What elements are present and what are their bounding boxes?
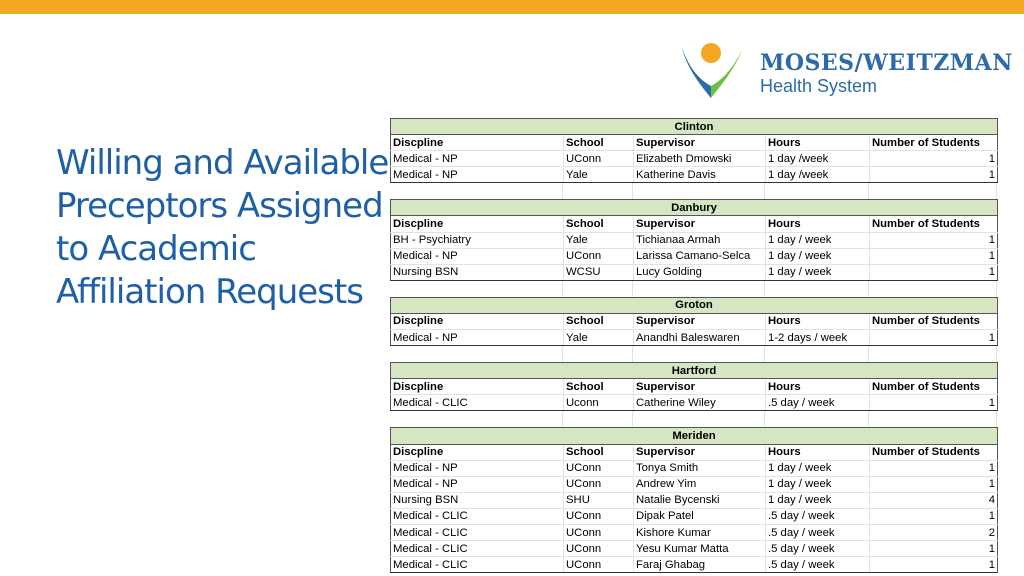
table-cell: Tichianaa Armah <box>634 232 766 248</box>
table-cell: WCSU <box>564 264 634 280</box>
table-cell: Dipak Patel <box>634 508 766 524</box>
table-cell: Anandhi Baleswaren <box>634 330 766 346</box>
table-cell: Katherine Davis <box>634 167 766 183</box>
table-cell: 1 <box>870 232 998 248</box>
table-spacer <box>390 281 997 297</box>
table-cell: 1 day /week <box>766 151 870 167</box>
table-cell: 1 <box>870 476 998 492</box>
column-header: Discpline <box>391 313 564 329</box>
table-cell: Nursing BSN <box>391 264 564 280</box>
slide-title <box>56 142 389 314</box>
table-row <box>391 460 998 476</box>
column-header: Hours <box>766 135 870 151</box>
table-cell: Kishore Kumar <box>634 524 766 540</box>
table-row <box>391 541 998 557</box>
table-cell: 2 <box>870 524 998 540</box>
column-header: Number of Students <box>870 444 998 460</box>
table-cell: 1 <box>870 460 998 476</box>
table-cell: Natalie Bycenski <box>634 492 766 508</box>
table-cell: 1 day /week <box>766 167 870 183</box>
table-cell: Medical - CLIC <box>391 508 564 524</box>
location-header <box>391 363 998 379</box>
table-cell: Lucy Golding <box>634 264 766 280</box>
table-cell: Medical - NP <box>391 167 564 183</box>
table-cell: 1 day / week <box>766 460 870 476</box>
logo-mark-icon <box>680 40 744 102</box>
table-cell: .5 day / week <box>766 557 870 573</box>
title-line: to Academic <box>56 229 256 269</box>
table-cell: SHU <box>564 492 634 508</box>
table-cell: Medical - NP <box>391 151 564 167</box>
table-cell: 1 <box>870 151 998 167</box>
column-header: Discpline <box>391 444 564 460</box>
table-cell: Uconn <box>564 395 634 411</box>
column-header: School <box>564 444 634 460</box>
table-cell: Faraj Ghabag <box>634 557 766 573</box>
table-cell: Yale <box>564 167 634 183</box>
title-line: Preceptors Assigned <box>56 186 383 226</box>
location-header <box>391 297 998 313</box>
location-table-clinton <box>390 118 998 183</box>
table-cell: BH - Psychiatry <box>391 232 564 248</box>
table-cell: 1 <box>870 508 998 524</box>
table-cell: 1 <box>870 264 998 280</box>
table-row <box>391 492 998 508</box>
table-cell: Medical - NP <box>391 248 564 264</box>
column-header-row <box>391 313 998 329</box>
table-spacer <box>390 183 997 199</box>
title-line: Willing and Available <box>56 143 389 183</box>
table-cell: Medical - CLIC <box>391 557 564 573</box>
column-header: Number of Students <box>870 135 998 151</box>
table-spacer <box>390 346 997 362</box>
table-row <box>391 508 998 524</box>
location-name: Clinton <box>391 119 998 135</box>
table-cell: 4 <box>870 492 998 508</box>
table-cell: 1 <box>870 541 998 557</box>
table-cell: 1-2 days / week <box>766 330 870 346</box>
table-cell: .5 day / week <box>766 395 870 411</box>
table-cell: UConn <box>564 476 634 492</box>
table-cell: UConn <box>564 524 634 540</box>
table-cell: UConn <box>564 248 634 264</box>
table-cell: 1 day / week <box>766 476 870 492</box>
table-cell: 1 day / week <box>766 248 870 264</box>
logo-name: MOSES/WEITZMAN <box>760 50 1013 76</box>
table-cell: Catherine Wiley <box>634 395 766 411</box>
location-table-hartford <box>390 362 998 411</box>
table-cell: .5 day / week <box>766 541 870 557</box>
column-header: School <box>564 313 634 329</box>
table-row <box>391 476 998 492</box>
table-cell: Medical - NP <box>391 476 564 492</box>
organization-logo <box>680 40 1013 102</box>
table-cell: Medical - NP <box>391 460 564 476</box>
location-name: Meriden <box>391 428 998 444</box>
column-header: Number of Students <box>870 216 998 232</box>
table-cell: Elizabeth Dmowski <box>634 151 766 167</box>
table-cell: Medical - CLIC <box>391 541 564 557</box>
column-header: School <box>564 379 634 395</box>
table-row <box>391 557 998 573</box>
table-cell: UConn <box>564 151 634 167</box>
table-cell: UConn <box>564 460 634 476</box>
table-row <box>391 395 998 411</box>
table-row <box>391 167 998 183</box>
table-cell: 1 <box>870 248 998 264</box>
location-name: Hartford <box>391 363 998 379</box>
column-header: School <box>564 216 634 232</box>
table-cell: 1 <box>870 167 998 183</box>
table-cell: Larissa Camano-Selca <box>634 248 766 264</box>
table-cell: .5 day / week <box>766 524 870 540</box>
column-header: Discpline <box>391 379 564 395</box>
table-cell: 1 day / week <box>766 492 870 508</box>
table-cell: .5 day / week <box>766 508 870 524</box>
logo-subtitle: Health System <box>760 76 878 96</box>
column-header: Hours <box>766 379 870 395</box>
table-cell: 1 <box>870 395 998 411</box>
location-header <box>391 200 998 216</box>
column-header: Supervisor <box>634 379 766 395</box>
column-header: Hours <box>766 313 870 329</box>
location-header <box>391 119 998 135</box>
location-header <box>391 428 998 444</box>
table-cell: Medical - NP <box>391 330 564 346</box>
title-line: Affiliation Requests <box>56 272 363 312</box>
column-header: Supervisor <box>634 444 766 460</box>
column-header-row <box>391 135 998 151</box>
table-cell: 1 day / week <box>766 264 870 280</box>
table-row <box>391 248 998 264</box>
table-spacer <box>390 411 997 427</box>
table-cell: Tonya Smith <box>634 460 766 476</box>
table-row <box>391 232 998 248</box>
location-table-danbury <box>390 199 998 280</box>
table-cell: UConn <box>564 557 634 573</box>
table-cell: 1 <box>870 557 998 573</box>
location-table-meriden <box>390 427 998 573</box>
table-cell: UConn <box>564 541 634 557</box>
column-header: Supervisor <box>634 216 766 232</box>
column-header-row <box>391 444 998 460</box>
table-cell: Medical - CLIC <box>391 524 564 540</box>
table-cell: Yesu Kumar Matta <box>634 541 766 557</box>
table-cell: Yale <box>564 330 634 346</box>
table-cell: 1 day / week <box>766 232 870 248</box>
table-row <box>391 330 998 346</box>
column-header: Supervisor <box>634 135 766 151</box>
column-header: Discpline <box>391 135 564 151</box>
table-cell: Andrew Yim <box>634 476 766 492</box>
column-header-row <box>391 216 998 232</box>
table-cell: Yale <box>564 232 634 248</box>
table-cell: Nursing BSN <box>391 492 564 508</box>
location-name: Danbury <box>391 200 998 216</box>
table-row <box>391 151 998 167</box>
location-name: Groton <box>391 297 998 313</box>
location-table-groton <box>390 297 998 346</box>
preceptor-tables <box>390 118 998 573</box>
column-header: Number of Students <box>870 379 998 395</box>
table-cell: 1 <box>870 330 998 346</box>
column-header: Hours <box>766 216 870 232</box>
table-cell: Medical - CLIC <box>391 395 564 411</box>
column-header: Supervisor <box>634 313 766 329</box>
top-accent-bar <box>0 0 1024 14</box>
column-header: Discpline <box>391 216 564 232</box>
column-header: School <box>564 135 634 151</box>
column-header: Hours <box>766 444 870 460</box>
column-header: Number of Students <box>870 313 998 329</box>
table-cell: UConn <box>564 508 634 524</box>
column-header-row <box>391 379 998 395</box>
table-row <box>391 264 998 280</box>
table-row <box>391 524 998 540</box>
